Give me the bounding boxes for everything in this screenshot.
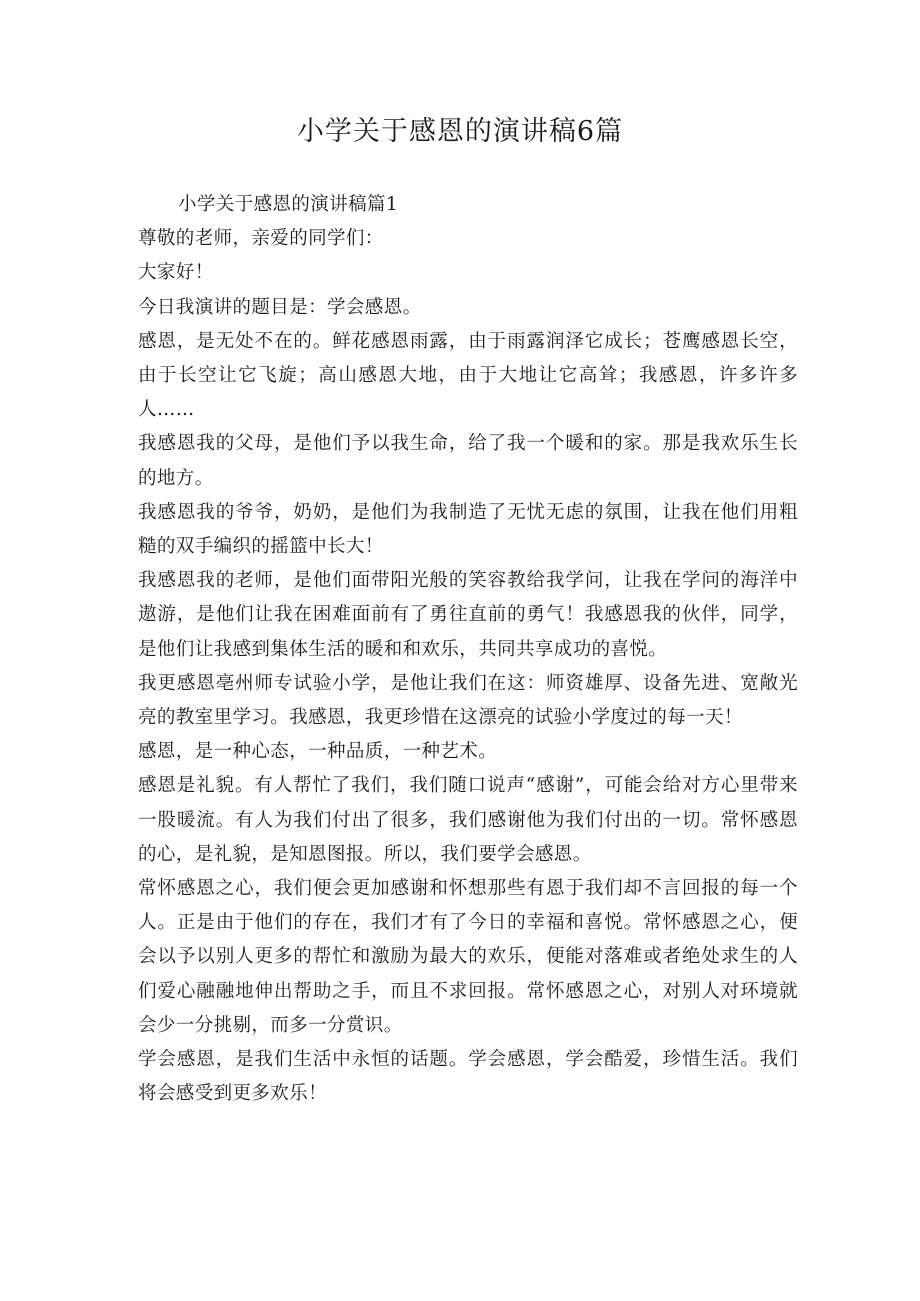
section-heading: 小学关于感恩的演讲稿篇1 — [178, 194, 399, 215]
paragraph-salutation: 尊敬的老师，亲爱的同学们： — [138, 228, 384, 250]
paragraph-topic: 今日我演讲的题目是：学会感恩。 — [138, 296, 422, 318]
document-title: 小学关于感恩的演讲稿6篇 — [296, 116, 624, 147]
paragraph: 我感恩我的老师，是他们面带阳光般的笑容教给我学问，让我在学问的海洋中遨游，是他们让我在困难面前有了勇往直前的勇气！我感恩我的伙伴，同学，是他们让我感到集体生活的暖和和欢乐，共同共享成功的喜悦。 — [138, 570, 798, 660]
paragraph: 学会感恩，是我们生活中永恒的话题。学会感恩，学会酷爱，珍惜生活。我们将会感受到更多欢乐！ — [138, 1049, 798, 1105]
paragraph: 我更感恩亳州师专试验小学，是他让我们在这：师资雄厚、设备先进、宽敞光亮的教室里学习。我感恩，我更珍惜在这漂亮的试验小学度过的每一天！ — [138, 672, 798, 729]
paragraph: 我感恩我的爷爷，奶奶，是他们为我制造了无忧无虑的氛围，让我在他们用粗糙的双手编织的摇篮中长大！ — [138, 501, 798, 558]
paragraph: 我感恩我的父母，是他们予以我生命，给了我一个暖和的家。那是我欢乐生长的地方。 — [138, 433, 798, 489]
document-body — [138, 188, 798, 1111]
paragraph: 感恩，是一种心态，一种品质，一种艺术。 — [138, 741, 498, 763]
paragraph: 感恩是礼貌。有人帮忙了我们，我们随口说声“感谢”，可能会给对方心里带来一股暖流。有人为我们付出了很多，我们感谢他为我们付出的一切。常怀感恩的心，是礼貌，是知恩图报。所以，我们要学会感恩。 — [138, 775, 798, 865]
paragraph: 感恩，是无处不在的。鲜花感恩雨露，由于雨露润泽它成长；苍鹰感恩长空，由于长空让它飞旋；高山感恩大地，由于大地让它高耸；我感恩，许多许多人…… — [138, 330, 798, 421]
paragraph: 常怀感恩之心，我们便会更加感谢和怀想那些有恩于我们却不言回报的每一个人。正是由于他们的存在，我们才有了今日的幸福和喜悦。常怀感恩之心，便会以予以别人更多的帮忙和激励为最大的欢乐，便能对落难或者绝处求生的人们爱心融融地伸出帮助之手，而且不求回报。常怀感恩之心，对别人对环境就会少一分挑剔，而多一分赏识。 — [138, 878, 798, 1036]
paragraph-greeting: 大家好！ — [138, 262, 214, 284]
